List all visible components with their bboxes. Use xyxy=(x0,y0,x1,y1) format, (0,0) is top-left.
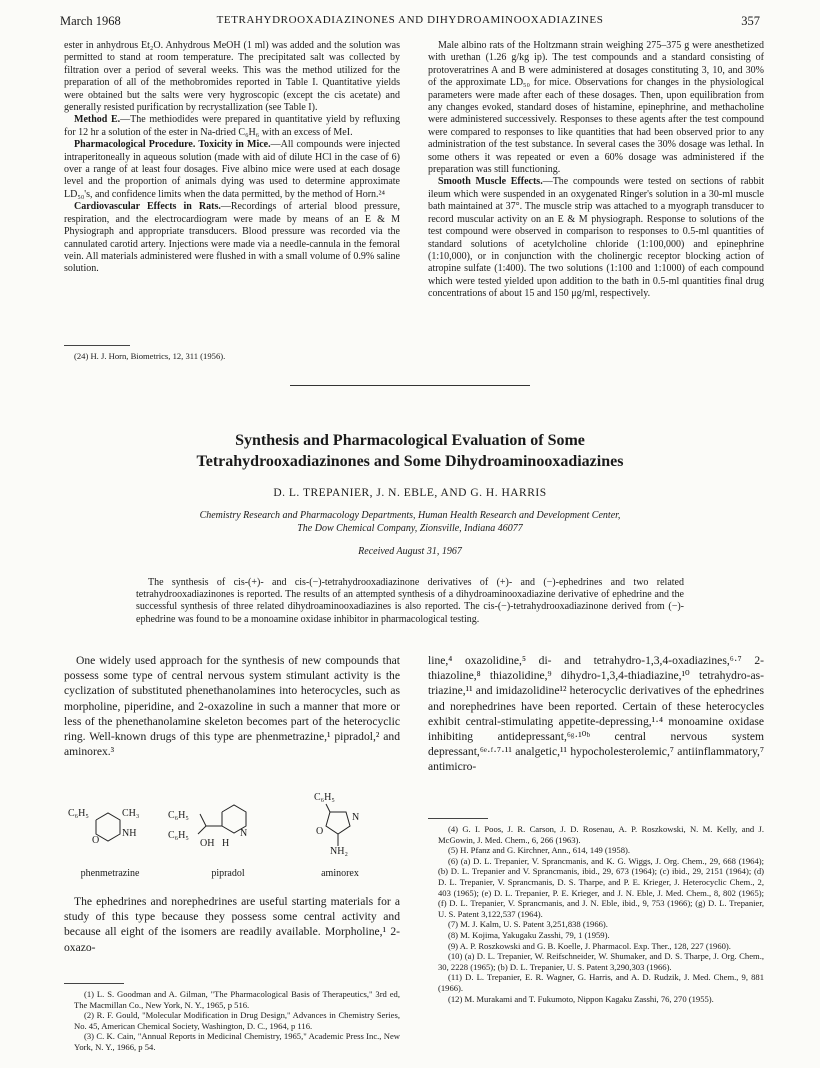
title-line: Synthesis and Pharmacological Evaluation of Some xyxy=(235,432,585,449)
footnote-rule xyxy=(428,818,488,819)
atom-label: C₆H₅ xyxy=(168,830,189,841)
body-left-column xyxy=(64,653,400,759)
paragraph-text: —Recordings of arterial blood pressure, respiration, and the electrocardiogram were made by means of an E & M Physiograph and appropriate transducers. Blood pressure was recorded via the cannulated carotid artery. Injections were made via a needle-cannula in the femoral vein. All materials administered were flushed in with a small volume of 0.9% saline solution. xyxy=(64,201,400,275)
footnote-24: (24) H. J. Horn, Biometrics, 12, 311 (1956). xyxy=(74,351,226,361)
aminorex-bond xyxy=(326,804,330,812)
atom-label: OH xyxy=(200,838,215,849)
structure-drawings xyxy=(64,790,400,876)
paragraph xyxy=(64,114,400,139)
paragraph xyxy=(428,176,764,300)
atom-label: C₆H₅ xyxy=(68,808,89,819)
aminorex-ring xyxy=(326,812,350,834)
footnote: (11) D. L. Trepanier, E. R. Wagner, G. Harris, and A. D. Rudzik, J. Med. Chem., 9, 881 (1966). xyxy=(438,972,764,993)
body-right-column xyxy=(428,653,764,775)
footnote-rule xyxy=(64,983,124,984)
article-title xyxy=(60,430,760,472)
affiliation xyxy=(100,510,720,535)
section-heading: Method E. xyxy=(74,114,121,126)
chemical-structures xyxy=(64,790,400,879)
footnote: (1) L. S. Goodman and A. Gilman, "The Pharmacological Basis of Therapeutics," 3rd ed, The Macmillan Co., New York, N. Y., 1965, p 516. xyxy=(74,989,400,1010)
atom-label: N xyxy=(352,812,360,823)
structure-label: pipradol xyxy=(211,868,245,879)
title-line: Tetrahydrooxadiazinones and Some Dihydroaminooxadiazines xyxy=(196,453,624,470)
article-separator-rule xyxy=(290,385,530,386)
pipradol-bond xyxy=(198,826,206,834)
running-header xyxy=(60,14,760,30)
section-heading: Smooth Muscle Effects. xyxy=(438,176,543,188)
paragraph-text: —All compounds were injected intraperitoneally in aqueous solution (made with aid of dilute HCl in the case of 6) over a range of at least four dosages. Five albino mice were used at each dosage level and the proportion of animals dying was used to determine approximate LD₅₀'s, and confidence limits when the data permitted, by the method of Horn.²⁴ xyxy=(64,139,400,200)
paragraph xyxy=(64,201,400,275)
footnote: (10) (a) D. L. Trepanier, W. Reifschneider, W. Shumaker, and D. S. Tharpe, J. Org. Chem., 30, 2228 (1965); (b) D. L. Trepanier, U. S. Patent 3,290,303 (1966). xyxy=(438,951,764,972)
section-heading: Cardiovascular Effects in Rats. xyxy=(74,201,221,213)
structure-label: phenmetrazine xyxy=(80,868,140,879)
atom-label: C₆H₅ xyxy=(168,810,189,821)
footnote: (3) C. K. Cain, "Annual Reports in Medicinal Chemistry, 1965," Academic Press Inc., New York, N. Y., 1966, p 54. xyxy=(74,1031,400,1052)
footnote: (8) M. Kojima, Yakugaku Zasshi, 79, 1 (1959). xyxy=(448,929,610,940)
received-date: Received August 31, 1967 xyxy=(358,546,462,557)
atom-label: CH₃ xyxy=(122,808,140,819)
footnote-rule xyxy=(64,345,130,346)
pipradol-bond xyxy=(200,814,206,826)
atom-label: O xyxy=(316,826,324,837)
atom-label: O xyxy=(92,835,100,846)
affiliation-line: Chemistry Research and Pharmacology Departments, Human Health Research and Development Center, xyxy=(199,510,621,521)
atom-label: C₆H₅ xyxy=(314,792,335,803)
affiliation-line: The Dow Chemical Company, Zionsville, Indiana 46077 xyxy=(297,522,523,534)
structure-label: aminorex xyxy=(321,868,359,879)
header-date: March 1968 xyxy=(60,14,121,28)
footnote: (4) G. I. Poos, J. R. Carson, J. D. Rosenau, A. P. Roszkowski, N. M. Kelly, and J. McGowin, J. Med. Chem., 6, 266 (1963). xyxy=(438,824,764,845)
paragraph: line,⁴ oxazolidine,⁵ di- and tetrahydro-1,3,4-oxadiazines,⁶·⁷ 2-thiazoline,⁸ thiazolidine,⁹ dihydro-1,3,4-thiadiazine,¹⁰ tetrahydro-as-triazine,¹¹ and imidazolidine¹² heterocyclic derivatives of the ephedrines and norephedrines have been reported. Certain of these heterocycles exhibit central-stimulating appetite-depressing,¹·⁴ monoamine oxidase inhibiting antidepressant,⁶ᵍ·¹⁰ᵇ central nervous system depressant,⁶ᵉ·ᶠ·⁷·¹¹ analgetic,¹¹ hypocholesterolemic,⁷ antiinflammatory,⁷ antimicro- xyxy=(428,654,764,774)
atom-label: H xyxy=(222,838,230,849)
atom-label: N xyxy=(240,828,248,839)
footnotes-right xyxy=(428,824,764,1004)
footnote: (7) M. J. Kalm, U. S. Patent 3,251,838 (1966). xyxy=(448,919,608,930)
footnotes-left xyxy=(64,989,400,1053)
paragraph: The ephedrines and norephedrines are useful starting materials for a study of this type because they possess some central activity and because all eight of the isomers are readily available. Morpholine,¹ 2-oxazo- xyxy=(64,895,400,954)
abstract-text: The synthesis of cis-(+)- and cis-(−)-tetrahydrooxadiazinone derivatives of (+)- and (−)-ephedrines and two related tetrahydrooxadiazinones is reported. The results of an attempted synthesis of a dihydroaminooxadiazine derivative of ephedrine and the successful synthesis of three related dihydroaminooxadiazines is also reported. The cis-(−)-tetrahydrooxadiazinone derived from (−)-ephedrine was found to be a monoamine oxidase inhibitor in pharmacological testing. xyxy=(136,577,684,625)
phenmetrazine-ring xyxy=(96,813,120,841)
authors: D. L. TREPANIER, J. N. EBLE, AND G. H. HARRIS xyxy=(273,487,547,499)
section-heading: Pharmacological Procedure. Toxicity in Mice. xyxy=(74,139,271,151)
paragraph-text: —The methiodides were prepared in quantitative yield by refluxing for 12 hr a solution of the ester in Na-dried C₆H₆ with an excess of MeI. xyxy=(64,114,401,138)
footnote: (9) A. P. Roszkowski and G. B. Koelle, J. Pharmacol. Exp. Ther., 128, 227 (1960). xyxy=(448,940,731,951)
top-left-column xyxy=(64,40,400,276)
footnote: (12) M. Murakami and T. Fukumoto, Nippon Kagaku Zasshi, 76, 270 (1955). xyxy=(448,993,714,1004)
atom-label: NH₂ xyxy=(330,846,348,857)
body-left-column-continued xyxy=(64,894,400,955)
footnote: (2) R. F. Gould, "Molecular Modification in Drug Design," Advances in Chemistry Series, No. 45, American Chemical Society, Washington, D. C., 1964, p 116. xyxy=(74,1010,400,1031)
top-right-column xyxy=(428,40,764,301)
paragraph: One widely used approach for the synthesis of new compounds that possess some type of central nervous system stimulant activity is the cyclization of substituted phenethanolamines into heterocycles, such as morpholine, piperidine, and 2-oxazoline in such a manner that more or less of the phenethanolamine skeleton becomes part of the heterocyclic ring. Well-known drugs of this type are phenmetrazine,¹ pipradol,² and aminorex.³ xyxy=(64,654,400,759)
paragraph: Male albino rats of the Holtzmann strain weighing 275–375 g were anesthetized with urethan (1.26 g/kg ip). The test compounds and a standard consisting of protoveratrines A and B were administered at dosages constituting 3, 10, and 30% of the approximate LD₅₀ for mice. Observations for changes in the physiological parameters were made after each of these dosages. Then, upon equilibration from any changes evoked, standard doses of histamine, epinephrine, and methacholine were administered successively. Responses to these agents after the test compound were compared to responses to like quantities that had been observed prior to any administration of the test substance. In several cases the 30% dosage was lethal. In some others it was repeated or even a 60% dosage was administered if the preparation was still functioning. xyxy=(428,40,764,176)
paragraph-text: —The compounds were tested on sections of rabbit ileum which were suspended in an oxygenated Ringer's solution in a 30-ml muscle bath maintained at 37°. The muscle strip was attached to a myograph transducer to record muscular activity on an E & M physiograph. Response to solutions of the test compound were observed in comparison to responses to 0.5-ml quantities of standard solutions of acetylcholine chloride (1:100,000) and epinephrine (1:10,000), or in conjunction with the cholinergic receptor blocking action of atropine sulfate (1:400). The two solutions (1:100 and 1:1000) of each compound which were tested yielded upon addition to the bath in 0.5-ml quantities final drug concentrations of about 15 and 150 μg/ml, respectively. xyxy=(428,176,765,300)
header-running-title: TETRAHYDROOXADIAZINONES AND DIHYDROAMINOOXADIAZINES xyxy=(216,14,604,26)
abstract xyxy=(136,577,684,626)
paragraph xyxy=(64,139,400,201)
header-page-number: 357 xyxy=(741,14,760,28)
footnote: (5) H. Pfanz and G. Kirchner, Ann., 614, 149 (1958). xyxy=(448,845,630,856)
footnote: (6) (a) D. L. Trepanier, V. Sprancmanis, and K. G. Wiggs, J. Org. Chem., 29, 668 (1964); (b) D. L. Trepanier and V. Sprancmanis, ibid., 29, 673 (1964); (c) ibid., 29, 2151 (1964); (d) D. L. Trepanier, V. Sprancmanis, D. S. Tharpe, and P. E. Krieger, J. Heterocyclic Chem., 2, 403 (1965); (e) D. L. Trepanier, P. E. Krieger, and J. N. Eble, J. Med. Chem., 8, 802 (1965); (f) D. L. Trepanier, V. Sprancmanis, and J. N. Eble, ibid., 9, 753 (1966); (g) D. L. Trepanier, U. S. Patent 3,122,537 (1964). xyxy=(438,855,764,919)
paragraph: ester in anhydrous Et₂O. Anhydrous MeOH (1 ml) was added and the solution was permitted to stand at room temperature. The precipitated salt was collected by filtration over a period of several weeks. This was the method utilized for the preparation of all of the methobromides reported in Table I. Quantitative yields were obtained but the salts were very hygroscopic (except the cis acetate) and generally resisted purification by recrystallization (see Table I). xyxy=(64,40,400,114)
atom-label: NH xyxy=(122,828,137,839)
